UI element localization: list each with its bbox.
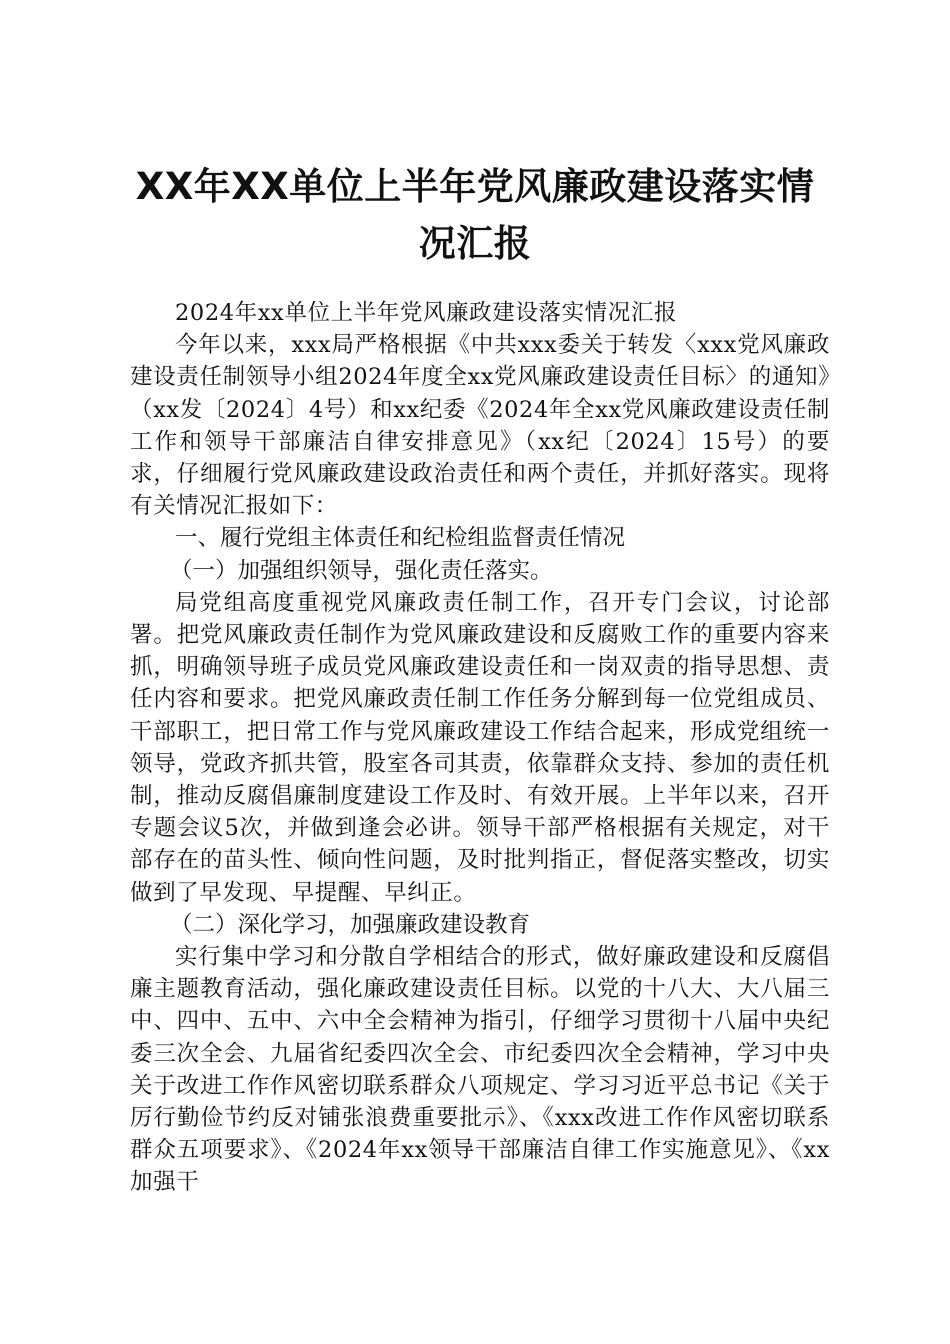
document-subtitle: 2024年xx单位上半年党风廉政建设落实情况汇报 — [175, 300, 678, 326]
document-title: XX年XX单位上半年党风廉政建设落实情况汇报 — [135, 165, 815, 265]
subsection-heading-2: （二）深化学习，加强廉政建设教育 — [170, 911, 531, 938]
section-heading-1: 一、履行党组主体责任和纪检组监督责任情况 — [175, 525, 626, 552]
intro-paragraph: 今年以来，xxx局严格根据《中共xxx委关于转发〈xxx党风廉政建设责任制领导小组2024年度全xx党风廉政建设责任目标〉的通知》（xx发〔2024〕4号）和xx纪委《2024年全xx党风廉政建设责任制工作和领导干部廉洁自律安排意见》（xx纪〔2024〕15号）的要求，仔细履行党风廉政建设政治责任和两个责任，并抓好落实。现将有关情况汇报如下： — [130, 332, 830, 520]
subsection-heading-1: （一）加强组织领导，强化责任落实。 — [170, 557, 553, 584]
document-body — [130, 297, 830, 1199]
subsection-paragraph-1: 局党组高度重视党风廉政责任制工作，召开专门会议，讨论部署。把党风廉政责任制作为党风廉政建设和反腐败工作的重要内容来抓，明确领导班子成员党风廉政建设责任和一岗双责的指导思想、责任内容和要求。把党风廉政责任制工作任务分解到每一位党组成员、干部职工，把日常工作与党风廉政建设工作结合起来，形成党组统一领导，党政齐抓共管，股室各司其责，依靠群众支持、参加的责任机制，推动反腐倡廉制度建设工作及时、有效开展。上半年以来，召开专题会议5次，并做到逢会必讲。领导干部严格根据有关规定，对干部存在的苗头性、倾向性问题，及时批判指正，督促落实整改，切实做到了早发现、早提醒、早纠正。 — [130, 589, 830, 906]
subsection-paragraph-2: 实行集中学习和分散自学相结合的形式，做好廉政建设和反腐倡廉主题教育活动，强化廉政建设责任目标。以党的十八大、大八届三中、四中、五中、六中全会精神为指引，仔细学习贯彻十八届中央纪委三次全会、九届省纪委四次全会、市纪委四次全会精神，学习中央关于改进工作作风密切联系群众八项规定、学习习近平总书记《关于厉行勤俭节约反对铺张浪费重要批示》、《xxx改进工作作风密切联系群众五项要求》、《2024年xx领导干部廉洁自律工作实施意见》、《xx加强干 — [130, 944, 830, 1196]
